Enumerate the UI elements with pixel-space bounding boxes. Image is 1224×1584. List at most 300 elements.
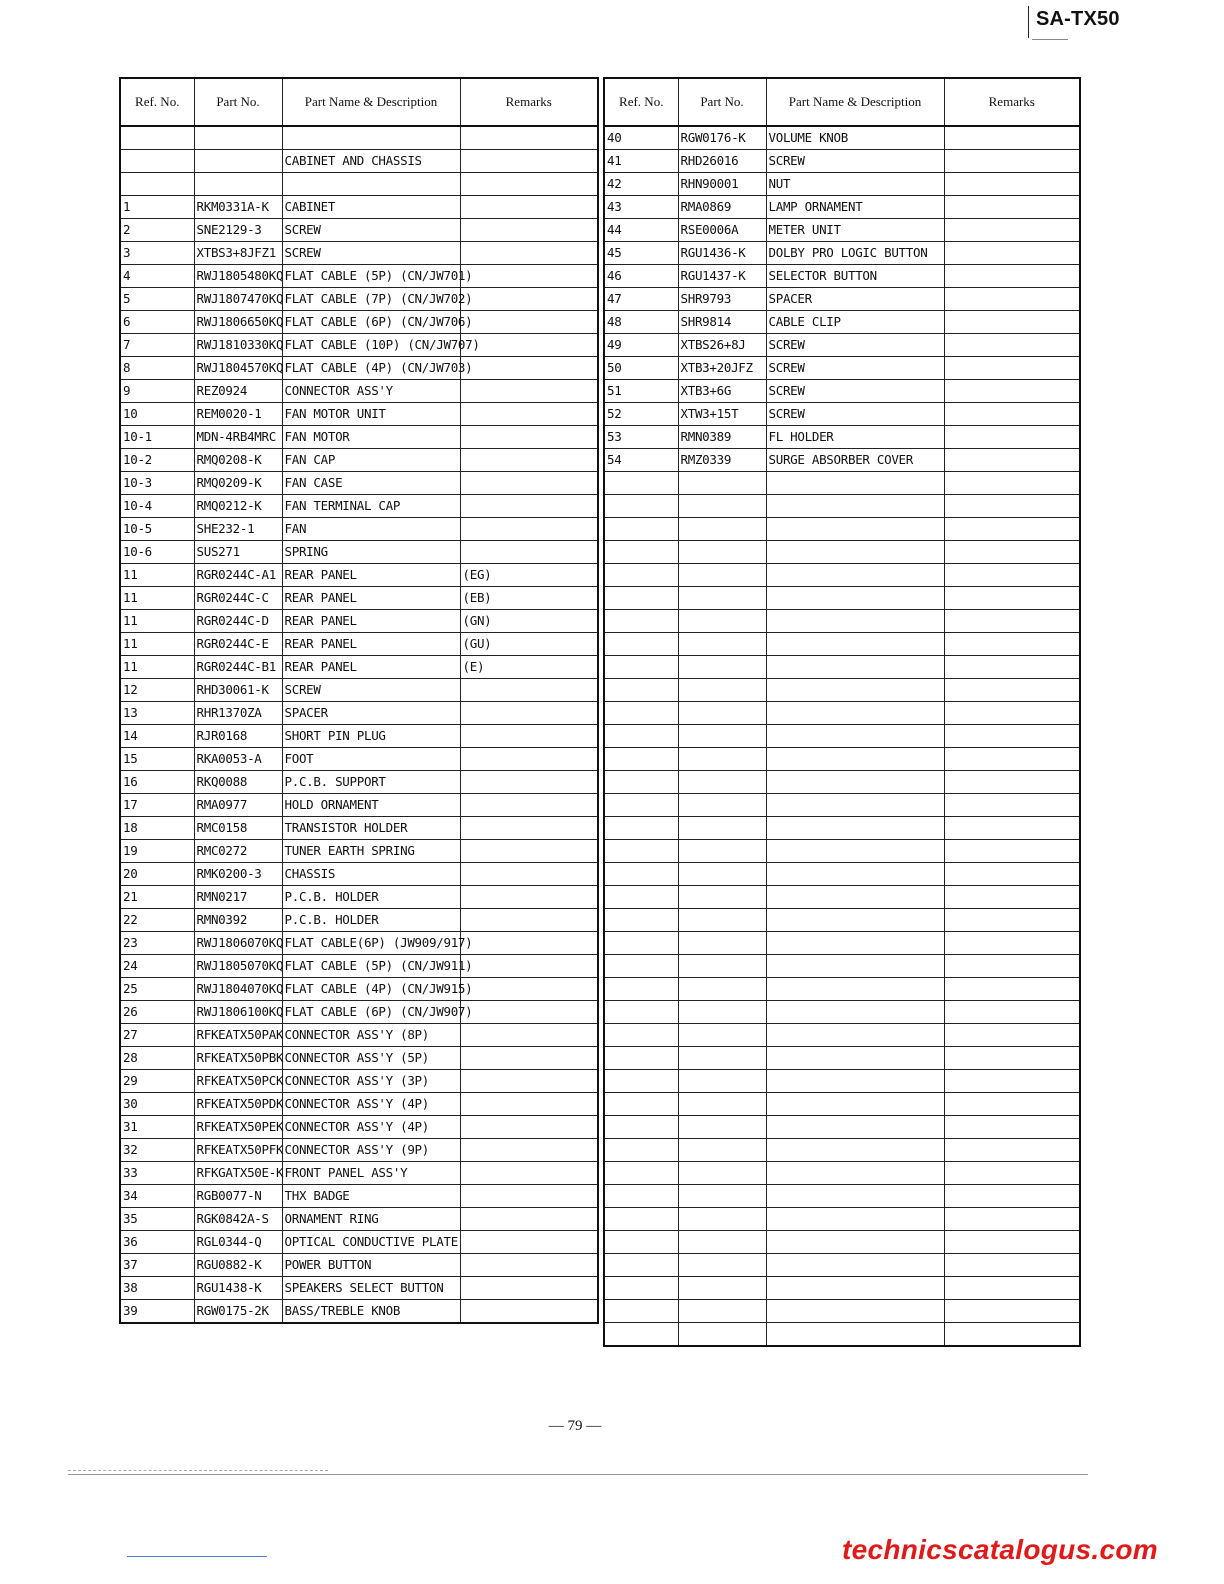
table-row xyxy=(604,1185,1080,1208)
cell-remarks xyxy=(460,1254,598,1277)
cell-remarks xyxy=(460,311,598,334)
cell-remarks xyxy=(460,219,598,242)
cell-description xyxy=(766,955,944,978)
cell-part-no: XTBS3+8JFZ1 xyxy=(194,242,282,265)
cell-description: REAR PANEL xyxy=(282,587,460,610)
cell-remarks xyxy=(944,334,1080,357)
cell-part-no xyxy=(678,1254,766,1277)
cell-remarks xyxy=(460,817,598,840)
table-row xyxy=(120,1093,598,1116)
col-header-remarks: Remarks xyxy=(944,78,1080,126)
cell-part-no xyxy=(678,1093,766,1116)
cell-ref-no: 15 xyxy=(120,748,194,771)
col-header-part-no: Part No. xyxy=(194,78,282,126)
cell-part-no: RMZ0339 xyxy=(678,449,766,472)
table-row xyxy=(604,955,1080,978)
cell-remarks xyxy=(944,771,1080,794)
cell-description xyxy=(282,126,460,150)
cell-part-no xyxy=(678,817,766,840)
cell-part-no: RMK0200-3 xyxy=(194,863,282,886)
parts-table-right-body xyxy=(604,126,1080,1346)
cell-description xyxy=(766,1116,944,1139)
cell-ref-no: 14 xyxy=(120,725,194,748)
cell-remarks xyxy=(460,242,598,265)
cell-ref-no xyxy=(604,955,678,978)
cell-part-no: RMN0389 xyxy=(678,426,766,449)
table-row xyxy=(120,1139,598,1162)
cell-part-no xyxy=(678,840,766,863)
cell-part-no: RFKEATX50PEK xyxy=(194,1116,282,1139)
cell-part-no: XTW3+15T xyxy=(678,403,766,426)
cell-ref-no xyxy=(120,126,194,150)
table-row xyxy=(120,380,598,403)
cell-description xyxy=(766,748,944,771)
cell-part-no: RGR0244C-B1 xyxy=(194,656,282,679)
cell-part-no: RMN0217 xyxy=(194,886,282,909)
table-row xyxy=(120,541,598,564)
cell-remarks xyxy=(944,564,1080,587)
table-row xyxy=(120,955,598,978)
cell-remarks xyxy=(944,1323,1080,1347)
cell-part-no: SHR9793 xyxy=(678,288,766,311)
table-row xyxy=(120,495,598,518)
cell-part-no: RHN90001 xyxy=(678,173,766,196)
cell-description: LAMP ORNAMENT xyxy=(766,196,944,219)
parts-table-left xyxy=(119,77,599,1324)
cell-ref-no: 33 xyxy=(120,1162,194,1185)
cell-ref-no: 24 xyxy=(120,955,194,978)
cell-ref-no: 25 xyxy=(120,978,194,1001)
cell-description xyxy=(766,1070,944,1093)
cell-ref-no: 47 xyxy=(604,288,678,311)
table-row xyxy=(120,357,598,380)
cell-part-no xyxy=(678,1162,766,1185)
cell-remarks xyxy=(944,126,1080,150)
cell-remarks xyxy=(460,265,598,288)
cell-description: THX BADGE xyxy=(282,1185,460,1208)
cell-ref-no: 10-5 xyxy=(120,518,194,541)
table-row xyxy=(120,725,598,748)
parts-table-left-body xyxy=(120,126,598,1323)
cell-description: CONNECTOR ASS'Y (5P) xyxy=(282,1047,460,1070)
cell-part-no xyxy=(678,1070,766,1093)
cell-ref-no xyxy=(604,725,678,748)
table-row xyxy=(604,978,1080,1001)
cell-ref-no: 45 xyxy=(604,242,678,265)
cell-part-no: RFKEATX50PCK xyxy=(194,1070,282,1093)
footer-dashed-rule xyxy=(68,1470,328,1472)
cell-description xyxy=(766,725,944,748)
table-row xyxy=(120,196,598,219)
table-row xyxy=(604,541,1080,564)
cell-part-no: RWJ1806650KQ xyxy=(194,311,282,334)
cell-remarks xyxy=(944,1116,1080,1139)
table-row xyxy=(604,1024,1080,1047)
cell-description xyxy=(766,817,944,840)
cell-part-no xyxy=(194,126,282,150)
table-row xyxy=(604,288,1080,311)
table-row xyxy=(120,1208,598,1231)
cell-description: SPACER xyxy=(282,702,460,725)
cell-ref-no: 6 xyxy=(120,311,194,334)
cell-part-no xyxy=(678,978,766,1001)
cell-part-no: RWJ1807470KQ xyxy=(194,288,282,311)
table-row xyxy=(604,863,1080,886)
page-number: — 79 — xyxy=(548,1418,602,1434)
table-row xyxy=(604,771,1080,794)
cell-part-no: RWJ1804570KQ xyxy=(194,357,282,380)
cell-description: FLAT CABLE (5P) (CN/JW911) xyxy=(282,955,460,978)
cell-ref-no xyxy=(604,1185,678,1208)
cell-description xyxy=(766,587,944,610)
cell-part-no xyxy=(678,1001,766,1024)
cell-description: CONNECTOR ASS'Y (4P) xyxy=(282,1093,460,1116)
cell-description: NUT xyxy=(766,173,944,196)
table-row xyxy=(120,518,598,541)
cell-part-no: RGL0344-Q xyxy=(194,1231,282,1254)
cell-ref-no xyxy=(604,633,678,656)
table-row xyxy=(604,909,1080,932)
cell-description xyxy=(766,564,944,587)
cell-ref-no xyxy=(604,679,678,702)
cell-ref-no xyxy=(604,702,678,725)
cell-ref-no: 10-6 xyxy=(120,541,194,564)
cell-description: FAN TERMINAL CAP xyxy=(282,495,460,518)
cell-description: FAN CASE xyxy=(282,472,460,495)
cell-remarks xyxy=(460,1024,598,1047)
cell-ref-no: 11 xyxy=(120,564,194,587)
cell-remarks xyxy=(944,725,1080,748)
table-row xyxy=(604,1001,1080,1024)
cell-description: CABLE CLIP xyxy=(766,311,944,334)
cell-remarks xyxy=(944,495,1080,518)
cell-part-no xyxy=(678,909,766,932)
cell-ref-no: 8 xyxy=(120,357,194,380)
cell-ref-no: 49 xyxy=(604,334,678,357)
cell-description: SHORT PIN PLUG xyxy=(282,725,460,748)
cell-description: FLAT CABLE (5P) (CN/JW701) xyxy=(282,265,460,288)
cell-ref-no xyxy=(604,1277,678,1300)
cell-remarks xyxy=(944,886,1080,909)
cell-remarks xyxy=(460,380,598,403)
table-row xyxy=(120,1254,598,1277)
header-underline xyxy=(1032,39,1068,40)
cell-description: FRONT PANEL ASS'Y xyxy=(282,1162,460,1185)
cell-description: OPTICAL CONDUCTIVE PLATE xyxy=(282,1231,460,1254)
cell-ref-no xyxy=(604,909,678,932)
cell-part-no xyxy=(678,587,766,610)
cell-description: FLAT CABLE (10P) (CN/JW707) xyxy=(282,334,460,357)
cell-part-no: RGU1437-K xyxy=(678,265,766,288)
cell-part-no: RWJ1805480KQ xyxy=(194,265,282,288)
cell-ref-no: 1 xyxy=(120,196,194,219)
table-row xyxy=(120,886,598,909)
cell-description xyxy=(766,771,944,794)
cell-remarks xyxy=(944,1047,1080,1070)
cell-description xyxy=(766,1139,944,1162)
cell-ref-no: 52 xyxy=(604,403,678,426)
cell-remarks xyxy=(944,1208,1080,1231)
table-row xyxy=(604,426,1080,449)
cell-description: FAN MOTOR UNIT xyxy=(282,403,460,426)
cell-ref-no: 11 xyxy=(120,610,194,633)
cell-remarks xyxy=(460,679,598,702)
cell-remarks xyxy=(944,932,1080,955)
table-row xyxy=(120,1001,598,1024)
cell-part-no xyxy=(678,702,766,725)
table-row xyxy=(604,1139,1080,1162)
table-row xyxy=(120,633,598,656)
cell-part-no: XTBS26+8J xyxy=(678,334,766,357)
cell-remarks xyxy=(944,817,1080,840)
cell-part-no xyxy=(678,1277,766,1300)
cell-ref-no xyxy=(604,863,678,886)
cell-part-no xyxy=(678,564,766,587)
cell-remarks xyxy=(944,978,1080,1001)
cell-part-no: RMQ0212-K xyxy=(194,495,282,518)
cell-ref-no xyxy=(604,932,678,955)
cell-ref-no xyxy=(604,1047,678,1070)
table-row xyxy=(120,150,598,173)
cell-description: SCREW xyxy=(766,403,944,426)
cell-remarks xyxy=(460,702,598,725)
table-row xyxy=(120,909,598,932)
table-row xyxy=(604,311,1080,334)
cell-description: SPRING xyxy=(282,541,460,564)
cell-ref-no: 11 xyxy=(120,633,194,656)
cell-description: CONNECTOR ASS'Y xyxy=(282,380,460,403)
cell-description: FAN CAP xyxy=(282,449,460,472)
cell-part-no: RGK0842A-S xyxy=(194,1208,282,1231)
cell-part-no: RGR0244C-D xyxy=(194,610,282,633)
cell-ref-no xyxy=(604,518,678,541)
cell-part-no xyxy=(678,518,766,541)
table-row xyxy=(120,449,598,472)
cell-part-no: RHD30061-K xyxy=(194,679,282,702)
cell-description: CHASSIS xyxy=(282,863,460,886)
cell-part-no xyxy=(678,886,766,909)
cell-remarks xyxy=(460,1300,598,1324)
cell-part-no xyxy=(678,771,766,794)
cell-part-no xyxy=(678,610,766,633)
cell-part-no xyxy=(678,1185,766,1208)
table-row xyxy=(120,771,598,794)
cell-description: BASS/TREBLE KNOB xyxy=(282,1300,460,1324)
cell-remarks xyxy=(944,1300,1080,1323)
cell-part-no: RWJ1806070KQ xyxy=(194,932,282,955)
cell-ref-no xyxy=(604,1208,678,1231)
cell-ref-no xyxy=(604,1300,678,1323)
cell-ref-no: 19 xyxy=(120,840,194,863)
cell-description: REAR PANEL xyxy=(282,633,460,656)
cell-remarks xyxy=(460,1070,598,1093)
cell-remarks xyxy=(460,288,598,311)
cell-remarks xyxy=(460,1116,598,1139)
cell-description: SCREW xyxy=(766,357,944,380)
cell-remarks xyxy=(460,955,598,978)
cell-ref-no: 30 xyxy=(120,1093,194,1116)
cell-remarks xyxy=(460,541,598,564)
cell-ref-no xyxy=(604,610,678,633)
cell-part-no xyxy=(678,1208,766,1231)
cell-ref-no xyxy=(604,564,678,587)
cell-description: P.C.B. HOLDER xyxy=(282,886,460,909)
cell-part-no xyxy=(678,1139,766,1162)
cell-part-no xyxy=(678,1024,766,1047)
cell-remarks xyxy=(460,886,598,909)
cell-remarks xyxy=(944,219,1080,242)
col-header-ref-no: Ref. No. xyxy=(604,78,678,126)
cell-part-no xyxy=(194,173,282,196)
cell-description: FL HOLDER xyxy=(766,426,944,449)
cell-ref-no: 10-4 xyxy=(120,495,194,518)
table-row xyxy=(120,288,598,311)
cell-remarks xyxy=(944,518,1080,541)
cell-part-no xyxy=(678,633,766,656)
table-row xyxy=(604,472,1080,495)
cell-description xyxy=(766,472,944,495)
col-header-ref-no: Ref. No. xyxy=(120,78,194,126)
cell-part-no: REM0020-1 xyxy=(194,403,282,426)
table-row xyxy=(604,564,1080,587)
cell-remarks xyxy=(944,449,1080,472)
table-row xyxy=(120,610,598,633)
cell-description xyxy=(766,1185,944,1208)
table-row xyxy=(120,219,598,242)
cell-description: SELECTOR BUTTON xyxy=(766,265,944,288)
cell-remarks xyxy=(460,173,598,196)
cell-description: FLAT CABLE (7P) (CN/JW702) xyxy=(282,288,460,311)
cell-remarks xyxy=(944,403,1080,426)
model-title: SA-TX50 xyxy=(1036,8,1120,30)
cell-ref-no: 48 xyxy=(604,311,678,334)
cell-part-no: RHD26016 xyxy=(678,150,766,173)
cell-remarks xyxy=(944,702,1080,725)
cell-part-no: XTB3+6G xyxy=(678,380,766,403)
table-row xyxy=(604,334,1080,357)
table-row xyxy=(120,932,598,955)
cell-part-no xyxy=(678,1323,766,1347)
cell-ref-no: 42 xyxy=(604,173,678,196)
cell-remarks xyxy=(944,587,1080,610)
table-row xyxy=(120,1231,598,1254)
table-row xyxy=(120,679,598,702)
cell-ref-no: 51 xyxy=(604,380,678,403)
cell-description: CONNECTOR ASS'Y (3P) xyxy=(282,1070,460,1093)
cell-ref-no xyxy=(604,1162,678,1185)
cell-part-no xyxy=(678,679,766,702)
cell-remarks xyxy=(944,265,1080,288)
cell-description: FLAT CABLE(6P) (JW909/917) xyxy=(282,932,460,955)
table-row xyxy=(120,1185,598,1208)
table-row xyxy=(604,817,1080,840)
table-row xyxy=(120,1116,598,1139)
cell-description xyxy=(766,886,944,909)
table-row xyxy=(120,656,598,679)
cell-remarks xyxy=(460,472,598,495)
cell-remarks xyxy=(460,1047,598,1070)
cell-remarks xyxy=(460,150,598,173)
table-row xyxy=(120,1047,598,1070)
cell-part-no: RMC0158 xyxy=(194,817,282,840)
cell-remarks xyxy=(944,150,1080,173)
cell-description xyxy=(766,1024,944,1047)
cell-description: TUNER EARTH SPRING xyxy=(282,840,460,863)
cell-description: SURGE ABSORBER COVER xyxy=(766,449,944,472)
table-row xyxy=(604,1323,1080,1347)
cell-ref-no: 27 xyxy=(120,1024,194,1047)
col-header-description: Part Name & Description xyxy=(282,78,460,126)
cell-remarks xyxy=(944,955,1080,978)
cell-remarks xyxy=(460,334,598,357)
cell-ref-no: 31 xyxy=(120,1116,194,1139)
cell-ref-no xyxy=(604,472,678,495)
cell-description xyxy=(766,794,944,817)
cell-ref-no xyxy=(604,886,678,909)
cell-remarks xyxy=(944,1001,1080,1024)
table-row xyxy=(604,725,1080,748)
cell-ref-no xyxy=(604,817,678,840)
cell-part-no xyxy=(678,472,766,495)
table-row xyxy=(120,1024,598,1047)
cell-part-no: SHE232-1 xyxy=(194,518,282,541)
table-row xyxy=(604,150,1080,173)
cell-remarks: (EG) xyxy=(460,564,598,587)
table-row xyxy=(604,219,1080,242)
table-row xyxy=(120,863,598,886)
cell-description: CONNECTOR ASS'Y (4P) xyxy=(282,1116,460,1139)
cell-ref-no: 10 xyxy=(120,403,194,426)
cell-ref-no xyxy=(604,1139,678,1162)
cell-ref-no: 22 xyxy=(120,909,194,932)
table-header-row xyxy=(120,78,598,126)
cell-part-no: RJR0168 xyxy=(194,725,282,748)
cell-remarks xyxy=(460,932,598,955)
cell-remarks xyxy=(944,679,1080,702)
cell-remarks xyxy=(944,541,1080,564)
cell-ref-no xyxy=(604,1323,678,1347)
cell-remarks xyxy=(944,633,1080,656)
cell-remarks xyxy=(944,288,1080,311)
table-row xyxy=(604,495,1080,518)
table-header-row xyxy=(604,78,1080,126)
cell-remarks xyxy=(944,1024,1080,1047)
table-row xyxy=(604,794,1080,817)
cell-remarks xyxy=(460,1139,598,1162)
cell-part-no: RFKEATX50PFK xyxy=(194,1139,282,1162)
cell-ref-no: 34 xyxy=(120,1185,194,1208)
cell-description: FOOT xyxy=(282,748,460,771)
cell-ref-no: 21 xyxy=(120,886,194,909)
cell-part-no: RMA0869 xyxy=(678,196,766,219)
table-row xyxy=(604,886,1080,909)
cell-part-no: RWJ1810330KQ xyxy=(194,334,282,357)
table-row xyxy=(120,1070,598,1093)
cell-description: REAR PANEL xyxy=(282,564,460,587)
cell-ref-no: 36 xyxy=(120,1231,194,1254)
cell-ref-no xyxy=(604,1001,678,1024)
cell-ref-no: 20 xyxy=(120,863,194,886)
table-row xyxy=(120,1277,598,1300)
table-row xyxy=(604,1254,1080,1277)
cell-description: POWER BUTTON xyxy=(282,1254,460,1277)
cell-ref-no: 32 xyxy=(120,1139,194,1162)
cell-ref-no: 3 xyxy=(120,242,194,265)
cell-ref-no: 7 xyxy=(120,334,194,357)
cell-remarks xyxy=(944,426,1080,449)
cell-remarks xyxy=(944,1254,1080,1277)
cell-part-no: RGB0077-N xyxy=(194,1185,282,1208)
